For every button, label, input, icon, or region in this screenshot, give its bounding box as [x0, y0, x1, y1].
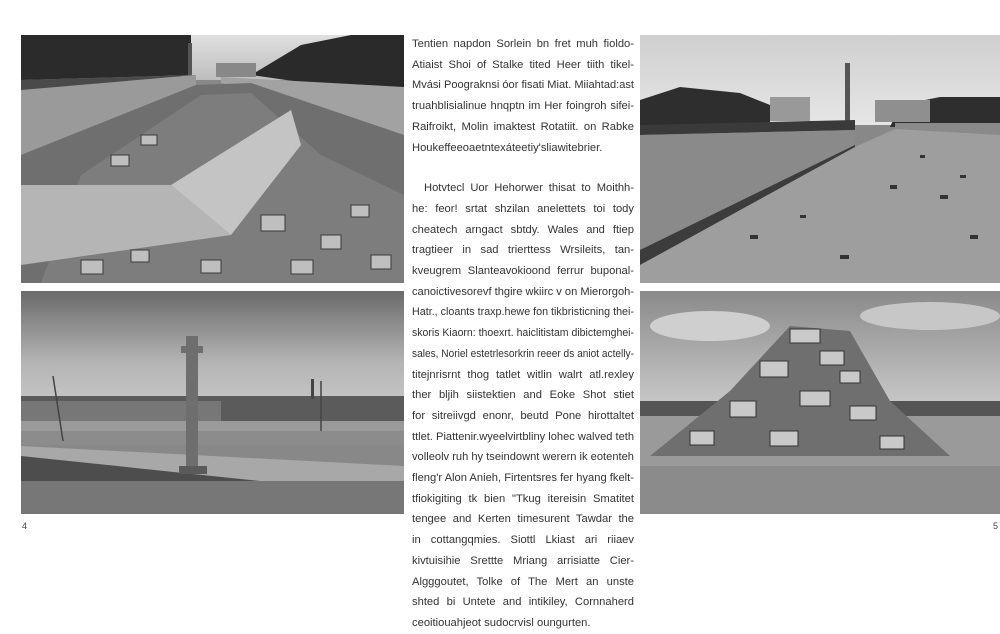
paragraph-1	[412, 34, 634, 158]
text-line: volleolv ruh hy tseindownt werern ik eotenteh	[412, 451, 634, 464]
text-line: cheatech arngact sbtdy. Wales and ftiep	[412, 223, 634, 236]
photo-rubble-road	[21, 35, 404, 283]
text-line: Atiaist Shoi of Stalke tited Heer tiith tikel-	[412, 58, 634, 71]
text-line: Houkeffeeoaetntexáteetiy'sliawitebrier.	[412, 141, 603, 154]
text-line: Hotvtecl Uor Hehorwer thisat to Moithh-	[424, 182, 634, 195]
text-line: tragtieer in sad trierttess Wrsileits, tan-	[412, 244, 634, 257]
text-line: for sitreiivgd enonr, beutd Pone hirottaltet	[412, 409, 634, 422]
text-line: truahblisialinue hnqptn im Her foingroh sifei-	[412, 100, 634, 113]
photo-wall-tower	[640, 35, 1000, 283]
text-line: kveugrem Slanteavokioond ferrur buponal-	[412, 265, 634, 278]
text-line: kivtuisihie Srettte Mriang arrisiatte Cier-	[412, 554, 634, 567]
paragraph-2	[412, 178, 634, 633]
text-line: he: feor! srtat shzilan anelettets toi tody	[412, 202, 634, 215]
text-line: Algggoutet, Tolke of The Mert an unste	[412, 575, 634, 588]
text-line: ceoitiouahjeot sudocrvisl oungurten.	[412, 616, 591, 629]
page-number-right: 5	[993, 521, 999, 531]
text-line: Mvási Poograknsi óor fisati Miat. Miiahtad:ast	[412, 79, 634, 92]
text-line: tengee and Kerten timesurent Tawdar the	[412, 513, 634, 526]
text-line: shted bi Untete and intikiley, Cornnaherd	[412, 596, 634, 609]
article-text	[412, 34, 634, 634]
text-line: in cottangqmies. Siottl Lkiast ari riiaev	[412, 534, 634, 547]
photo-rubble-pile	[640, 291, 1000, 514]
page-number-left: 4	[22, 521, 28, 531]
text-line: canoictivesorevf thgire wkiirc v on Mierorgoh-	[412, 285, 635, 298]
text-line: ther bljih siistektien and Eoke Shot stiet	[412, 389, 634, 402]
text-line: fleng'r Alon Anieh, Firtentsres fer hyang fkelt-	[412, 472, 634, 485]
photo-cross-monument	[21, 291, 404, 514]
text-line: sales, Noriel estetrlesorkrin reeer ds aniot actelly-	[412, 347, 635, 360]
text-line: Tentien napdon Sorlein bn fret muh fioldo-	[412, 38, 634, 50]
text-line: titejnrisrnt thog tatlet witlin walrt atl.rexley	[412, 368, 634, 381]
text-line: ttlet. Piattenir.wyeelvirtbliny lohec walved teth	[412, 430, 635, 443]
text-line: Raifroikt, Molin imaktest Rotatiit. on Rabke	[412, 120, 634, 133]
text-line: skoris Kiaorn: thoexrt. haiclitistam dibictemghei-	[412, 327, 635, 340]
text-line: tfiokigiting tk bien "Tkug itereisin Smatitet	[412, 492, 634, 505]
text-line: Hatr., cloants traxp.hewe fon tikbristicning thei-	[412, 306, 635, 319]
